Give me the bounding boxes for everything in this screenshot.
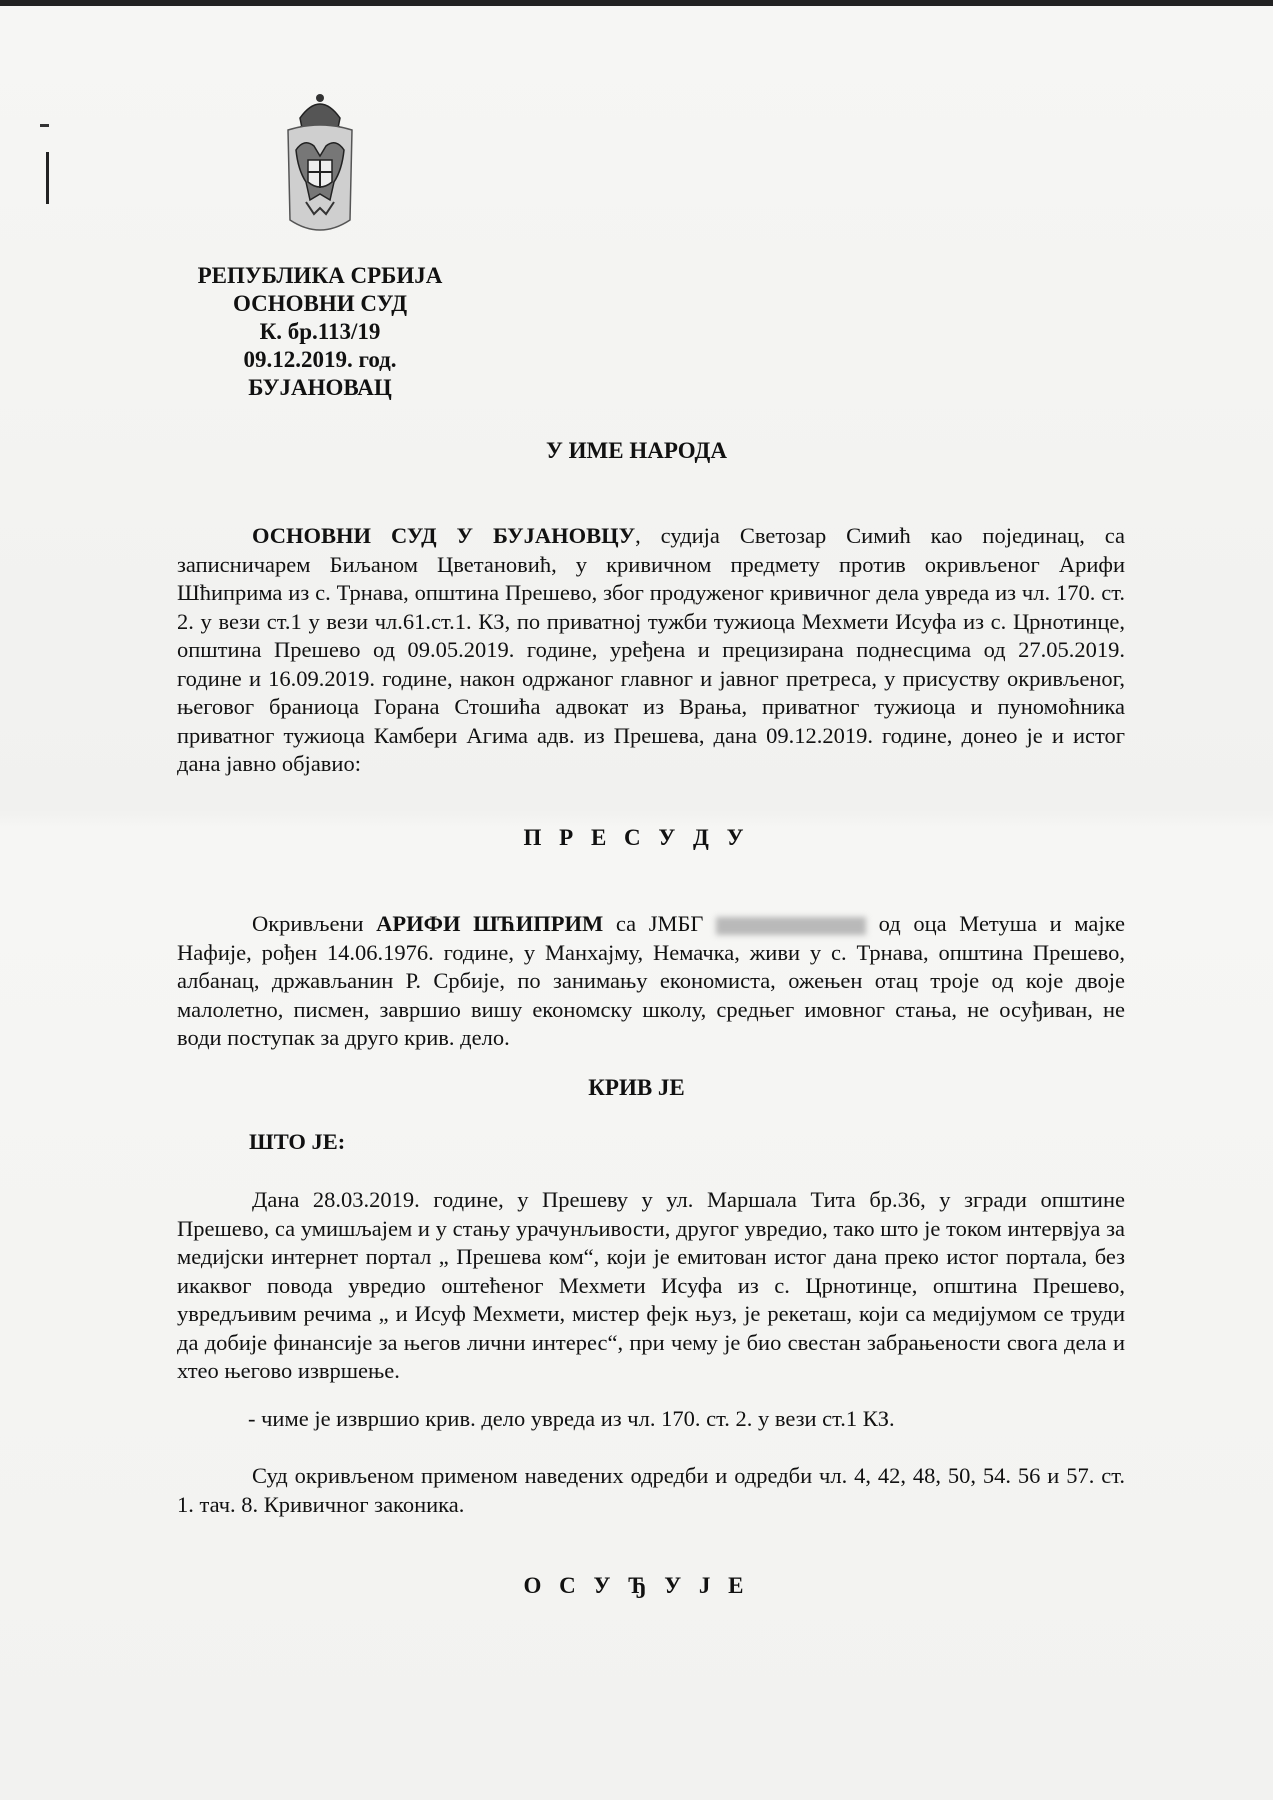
facts-text: Дана 28.03.2019. године, у Прешеву у ул. Маршала Тита бр.36, у згради општине Прешево, са умишљајем и у стању урачунљивости, другог увредио, тако што је током интервјуа за медијски интернет портал „ Прешева ком“, који је емитован истог дана преко истог портала, без икаквог повода увредио оштећеног Мехмети Исуфа из с. Црнотинце, општина Прешево, увредљивим речима „ и Исуф Мехмети, мистер фејк њуз, је рекеташ, који са медијумом се труди да добије финансије за његов лични интерес“, при чему је био свестан забрањености свога дела и хтео његово извршење. — [177, 1187, 1125, 1383]
intro-text: , судија Светозар Симић као појединац, са записничарем Биљаном Цветановић, у кривичном предмету против окривљеног Арифи Шћиприма из с. Трнава, општина Прешево, због продуженог кривичног дела увреда из чл. 170. ст. 2. у вези ст.1 у вези чл.61.ст.1. КЗ, по приватној тужби тужиоца Мехмети Исуфа из с. Црнотинце, општина Прешево од 09.05.2019. године, уређена и прецизирана поднесцима од 27.05.2019. године и 16.09.2019. године, након одржаног главног и јавног претреса, у присуству окривљеног, његовог браниоца Горана Стошића адвокат из Врања, приватног тужиоца и пуномоћника приватног тужиоца Камбери Агима адв. из Прешева, дана 09.12.2019. године, донео је и истог дана јавно објавио: — [177, 523, 1126, 776]
scan-mark — [40, 124, 49, 127]
header-case-number: К. бр.113/19 — [259, 319, 381, 344]
court-header — [170, 262, 470, 402]
title-in-the-name-of-people: У ИМЕ НАРОДА — [546, 438, 727, 463]
jmbg-label: са ЈМБГ — [603, 911, 717, 936]
title-verdict: П Р Е С У Д У — [523, 825, 750, 850]
intro-paragraph — [177, 522, 1125, 779]
defendant-prefix: Окривљени — [252, 911, 377, 936]
redacted-jmbg — [716, 917, 866, 935]
applied-paragraph — [177, 1462, 1125, 1519]
title-sentence: О С У Ђ У Ј Е — [523, 1573, 750, 1598]
header-court: ОСНОВНИ СУД — [232, 291, 408, 316]
defendant-text: од оца Метуша и мајке Нафије, рођен 14.06.1976. године, у Манхајму, Немачка, живи у с. Трнава, општина Прешево, албанац, држављанин Р. Србије, по занимању економиста, ожењен отац троје од које двоје малолетно, писмен, завршио вишу економску школу, средњег имовног стања, не осуђиван, не води поступак за друго крив. дело. — [177, 911, 1125, 1050]
defendant-name: АРИФИ ШЋИПРИМ — [376, 911, 604, 936]
header-city: БУЈАНОВАЦ — [248, 375, 392, 400]
title-because: ШТО ЈЕ: — [249, 1129, 346, 1154]
court-name: ОСНОВНИ СУД У БУЈАНОВЦУ — [252, 523, 636, 548]
coat-of-arms-icon — [270, 90, 370, 250]
scan-mark — [46, 152, 49, 204]
applied-text: Суд окривљеном применом наведених одредби и одредби чл. 4, 42, 48, 50, 54. 56 и 57. ст. 1. тач. 8. Кривичног законика. — [177, 1463, 1125, 1517]
header-date: 09.12.2019. год. — [243, 347, 397, 372]
title-guilty: КРИВ ЈЕ — [588, 1075, 685, 1100]
header-republic: РЕПУБЛИКА СРБИЈА — [197, 263, 443, 288]
offense-line: - чиме је извршио крив. дело увреда из чл. 170. ст. 2. у вези ст.1 КЗ. — [248, 1406, 895, 1431]
facts-paragraph — [177, 1186, 1125, 1386]
because-heading-wrap — [177, 1128, 1125, 1157]
defendant-paragraph — [177, 910, 1125, 1053]
scan-edge — [0, 0, 1273, 6]
